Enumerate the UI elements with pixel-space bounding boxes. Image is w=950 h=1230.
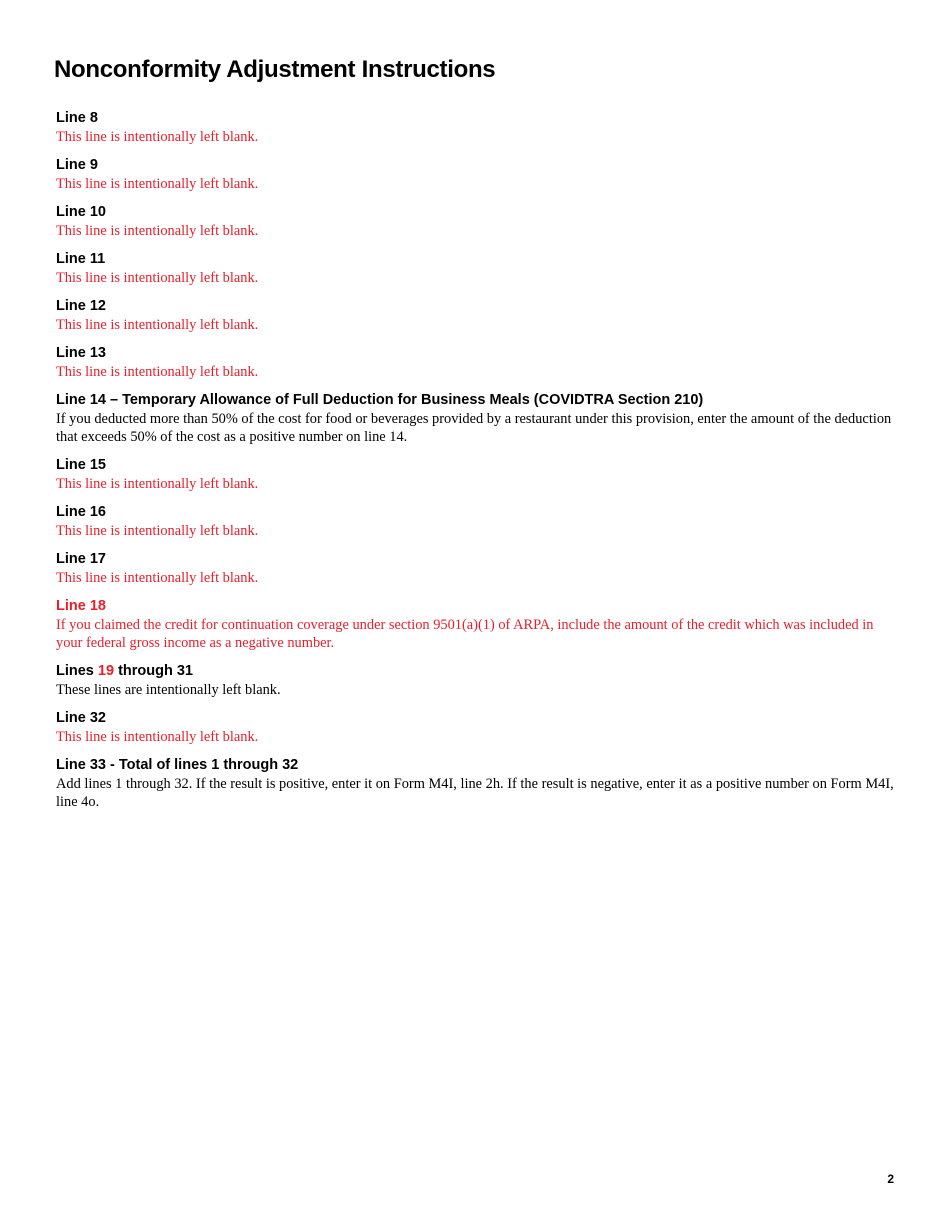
line-18-heading: Line 18 [56, 598, 106, 614]
line-12-heading: Line 12 [56, 298, 106, 314]
section-line-33 [56, 756, 901, 811]
line-9-text: This line is intentionally left blank. [56, 176, 259, 192]
section-lines-19-31 [56, 662, 901, 699]
section-line-11 [56, 250, 901, 287]
line-10-heading: Line 10 [56, 204, 106, 220]
line-16-heading: Line 16 [56, 504, 106, 520]
line-11-text: This line is intentionally left blank. [56, 270, 259, 286]
line-18-text: If you claimed the credit for continuation coverage under section 9501(a)(1) of ARPA, include the amount of the credit which was included in your federal gross income as a negative number. [56, 617, 874, 651]
line-9-heading: Line 9 [56, 157, 98, 173]
line-12-text: This line is intentionally left blank. [56, 317, 259, 333]
lines-19-31-heading-prefix: Lines [56, 663, 98, 679]
line-15-text: This line is intentionally left blank. [56, 476, 259, 492]
line-15-heading: Line 15 [56, 457, 106, 473]
section-line-15 [56, 456, 901, 493]
line-17-heading: Line 17 [56, 551, 106, 567]
section-line-18 [56, 597, 901, 652]
lines-19-31-heading-suffix: through 31 [114, 663, 193, 679]
line-14-text: If you deducted more than 50% of the cost for food or beverages provided by a restaurant under this provision, enter the amount of the deduction that exceeds 50% of the cost as a positive number on line 14. [56, 411, 892, 445]
section-line-17 [56, 550, 901, 587]
line-16-text: This line is intentionally left blank. [56, 523, 259, 539]
page-number: 2 [887, 1172, 894, 1186]
line-32-heading: Line 32 [56, 710, 106, 726]
line-11-heading: Line 11 [56, 251, 106, 267]
section-line-14 [56, 391, 901, 446]
lines-19-31-heading [56, 662, 901, 681]
line-8-heading: Line 8 [56, 110, 98, 126]
instructions-list [56, 109, 901, 821]
line-10-text: This line is intentionally left blank. [56, 223, 259, 239]
line-13-heading: Line 13 [56, 345, 106, 361]
section-line-8 [56, 109, 901, 146]
section-line-32 [56, 709, 901, 746]
lines-19-31-heading-highlight: 19 [97, 663, 115, 679]
section-line-10 [56, 203, 901, 240]
section-line-13 [56, 344, 901, 381]
line-17-text: This line is intentionally left blank. [56, 570, 259, 586]
section-line-9 [56, 156, 901, 193]
section-line-12 [56, 297, 901, 334]
line-32-text: This line is intentionally left blank. [56, 729, 259, 745]
line-14-heading: Line 14 – Temporary Allowance of Full Deduction for Business Meals (COVIDTRA Section 210) [56, 392, 704, 408]
line-13-text: This line is intentionally left blank. [56, 364, 259, 380]
line-33-text: Add lines 1 through 32. If the result is positive, enter it on Form M4I, line 2h. If the result is negative, enter it as a positive number on Form M4I, line 4o. [56, 776, 894, 810]
line-8-text: This line is intentionally left blank. [56, 129, 259, 145]
page-title: Nonconformity Adjustment Instructions [54, 56, 496, 83]
line-33-heading: Line 33 - Total of lines 1 through 32 [56, 757, 299, 773]
section-line-16 [56, 503, 901, 540]
lines-19-31-text: These lines are intentionally left blank. [56, 682, 281, 698]
